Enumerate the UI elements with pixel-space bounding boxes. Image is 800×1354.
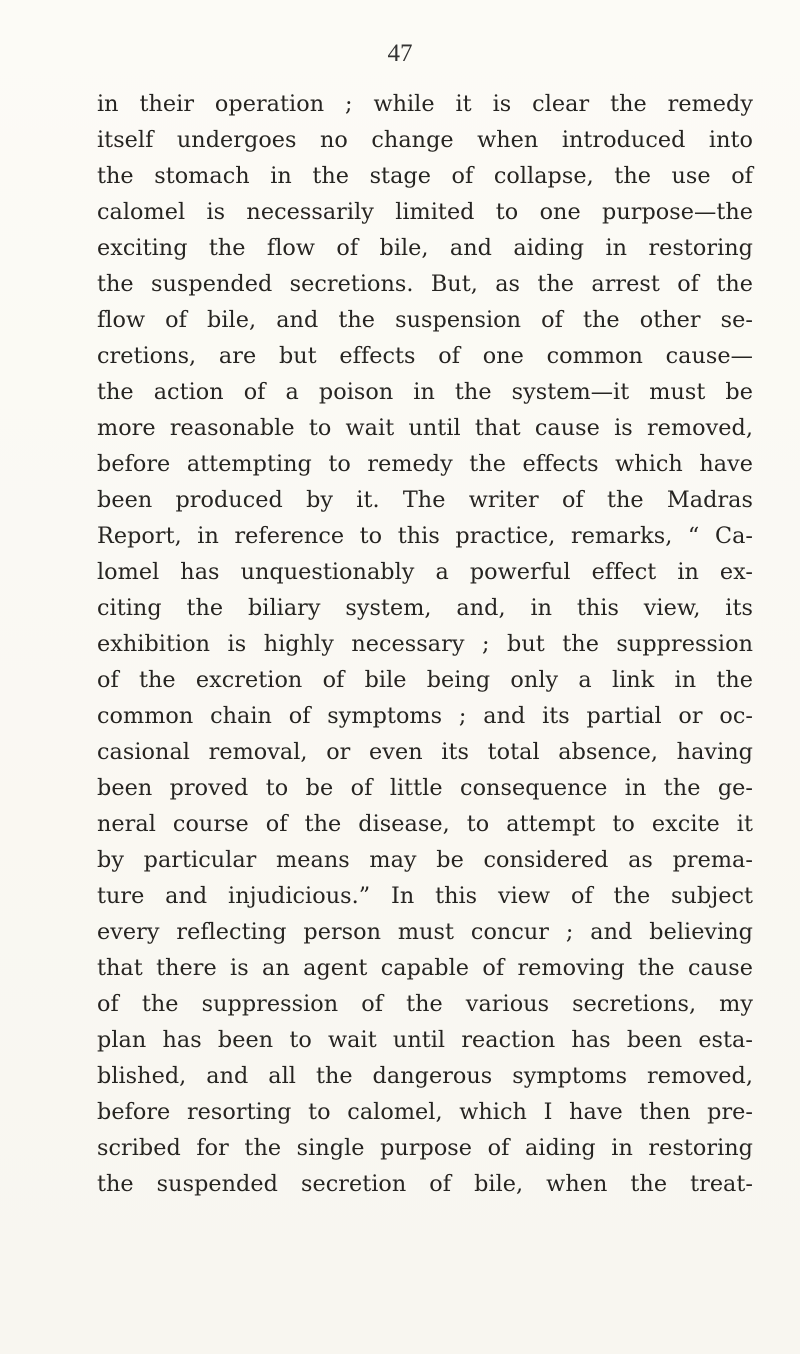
text-line: cretions, are but effects of one common cause— [97,343,753,369]
text-line: exciting the flow of bile, and aiding in restoring [97,235,753,261]
text-line: scribed for the single purpose of aiding in restoring [97,1135,753,1161]
text-line: plan has been to wait until reaction has been esta- [97,1027,753,1053]
text-line: in their operation ; while it is clear the remedy [97,91,753,117]
text-line: every reflecting person must concur ; and believing [97,919,753,945]
text-line: the suspended secretion of bile, when the treat- [97,1171,753,1197]
text-line: the suspended secretions. But, as the arrest of the [97,271,753,297]
text-line: citing the biliary system, and, in this view, its [97,595,753,621]
text-line: before attempting to remedy the effects which have [97,451,753,477]
text-line: before resorting to calomel, which I have then pre- [97,1099,753,1125]
text-line: casional removal, or even its total absence, having [97,739,753,765]
text-line: been proved to be of little consequence in the ge- [97,775,753,801]
text-line: calomel is necessarily limited to one purpose—the [97,199,753,225]
page-number: 47 [387,40,413,67]
text-line: of the suppression of the various secretions, my [97,991,753,1017]
text-line: blished, and all the dangerous symptoms removed, [97,1063,753,1089]
text-line: ture and injudicious.” In this view of the subject [97,883,753,909]
text-line: been produced by it. The writer of the Madras [97,487,753,513]
text-line: that there is an agent capable of removing the cause [97,955,753,981]
text-line: of the excretion of bile being only a link in the [97,667,753,693]
text-line: the stomach in the stage of collapse, the use of [97,163,753,189]
text-line: by particular means may be considered as prema- [97,847,753,873]
text-line: exhibition is highly necessary ; but the suppression [97,631,753,657]
text-line: common chain of symptoms ; and its partial or oc- [97,703,753,729]
text-line: flow of bile, and the suspension of the other se- [97,307,753,333]
text-line: lomel has unquestionably a powerful effect in ex- [97,559,753,585]
text-line: neral course of the disease, to attempt to excite it [97,811,753,837]
text-line: itself undergoes no change when introduced into [97,127,753,153]
text-line: more reasonable to wait until that cause is removed, [97,415,753,441]
text-line: Report, in reference to this practice, remarks, “ Ca- [97,523,753,549]
text-line: the action of a poison in the system—it must be [97,379,753,405]
